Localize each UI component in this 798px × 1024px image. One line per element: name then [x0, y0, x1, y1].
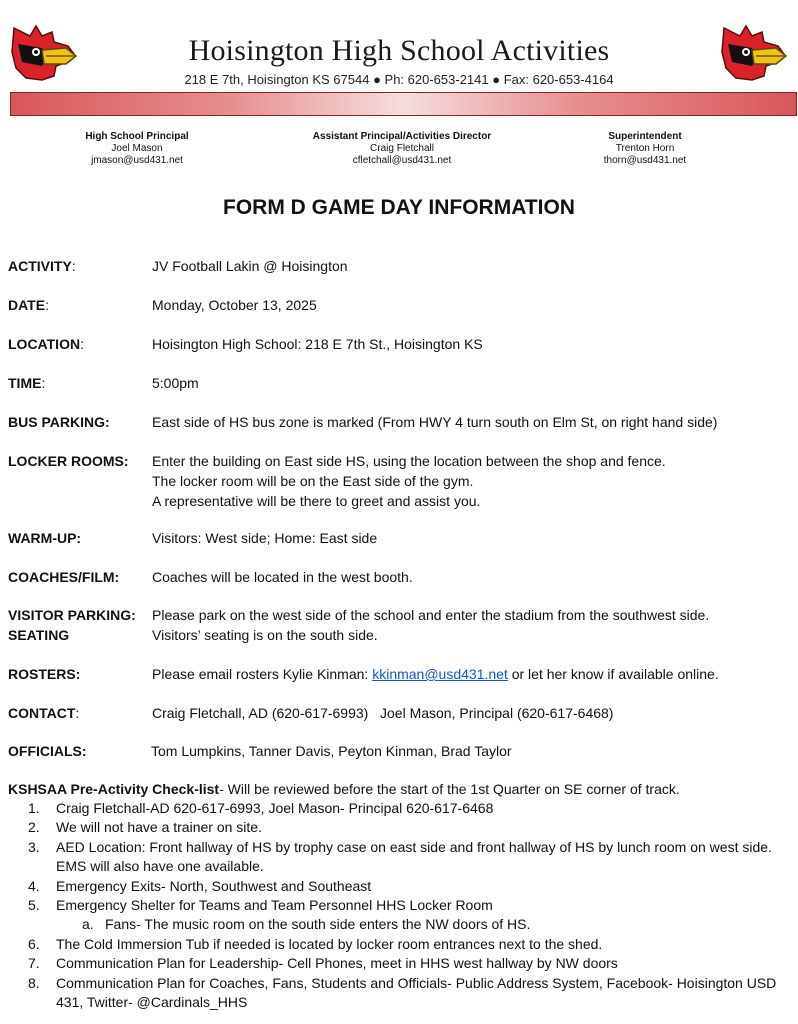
staff-email: jmason@usd431.net	[91, 155, 183, 166]
checklist-heading	[8, 779, 793, 799]
field-value: Craig Fletchall, AD (620-617-6993) Joel Mason, Principal (620-617-6468)	[152, 705, 614, 721]
staff-email: thorn@usd431.net	[603, 155, 687, 166]
field-label: BUS PARKING:	[8, 414, 110, 430]
field-label: WARM-UP:	[8, 530, 82, 546]
checklist	[8, 799, 793, 1012]
school-address: 218 E 7th, Hoisington KS 67544 ● Ph: 620-653-2141 ● Fax: 620-653-4164	[184, 72, 614, 87]
header-banner	[10, 92, 797, 116]
field-value-line: A representative will be there to greet and assist you.	[152, 493, 481, 509]
list-item: 8. Communication Plan for Coaches, Fans, Students and Officials- Public Address System, Facebook- Hoisington USD 431, Twitter- @Cardinals_HHS	[28, 974, 777, 1011]
school-title: Hoisington High School Activities	[188, 34, 610, 67]
rosters-email-link[interactable]: kkinman@usd431.net	[372, 666, 508, 682]
staff-superintendent	[565, 131, 725, 167]
field-label: OFFICIALS:	[8, 743, 87, 759]
field-label: LOCKER ROOMS:	[8, 453, 129, 469]
field-value: Monday, October 13, 2025	[152, 297, 317, 313]
staff-role: High School Principal	[85, 131, 189, 142]
field-value: Coaches will be located in the west booth.	[152, 569, 413, 585]
list-item: 3. AED Location: Front hallway of HS by trophy case on east side and front hallway of HS by lunch room on west side. EMS will also have one available.	[28, 838, 772, 875]
form-title: FORM D GAME DAY INFORMATION	[223, 196, 575, 219]
field-label: TIME	[8, 375, 42, 391]
rosters-text-suffix: or let her know if available online.	[507, 666, 719, 682]
field-value-line: Please park on the west side of the school and enter the stadium from the southwest side.	[152, 607, 710, 623]
field-label-seating: SEATING	[8, 627, 70, 643]
field-label: DATE	[8, 297, 46, 313]
list-item: 4. Emergency Exits- North, Southwest and Southeast	[28, 877, 372, 894]
field-value-line: The locker room will be on the East side of the gym.	[152, 473, 474, 489]
field-value: East side of HS bus zone is marked (From HWY 4 turn south on Elm St, on right hand side)	[152, 414, 718, 430]
field-label: ROSTERS:	[8, 666, 81, 682]
field-value: Tom Lumpkins, Tanner Davis, Peyton Kinman, Brad Taylor	[151, 743, 512, 759]
list-item: 1. Craig Fletchall-AD 620-617-6993, Joel Mason- Principal 620-617-6468	[28, 800, 494, 816]
staff-name: Craig Fletchall	[370, 143, 434, 154]
field-label: COACHES/FILM:	[8, 569, 120, 585]
field-label: CONTACT	[8, 705, 76, 721]
staff-name: Trenton Horn	[615, 143, 675, 154]
field-value: Hoisington High School: 218 E 7th St., Hoisington KS	[152, 336, 483, 352]
staff-email: cfletchall@usd431.net	[352, 155, 452, 166]
list-item: 7. Communication Plan for Leadership- Cell Phones, meet in HHS west hallway by NW doors	[28, 955, 618, 972]
field-label: LOCATION	[8, 336, 81, 352]
field-value-line: Visitors’ seating is on the south side.	[152, 627, 378, 643]
field-label: ACTIVITY	[8, 258, 72, 274]
field-label: VISITOR PARKING:	[8, 607, 136, 623]
checklist-title: KSHSAA Pre-Activity Check-list	[8, 781, 220, 797]
field-value: Visitors: West side; Home: East side	[152, 530, 378, 546]
list-subitem: a. Fans- The music room on the south side enters the NW doors of HS.	[82, 916, 531, 933]
list-item: 2. We will not have a trainer on site.	[28, 819, 262, 836]
checklist-subtitle: - Will be reviewed before the start of the 1st Quarter on SE corner of track.	[219, 781, 680, 797]
list-item: 6. The Cold Immersion Tub if needed is located by locker room entrances next to the shed.	[28, 935, 603, 952]
list-item: 5. Emergency Shelter for Teams and Team Personnel HHS Locker Room	[28, 897, 493, 914]
rosters-text: Please email rosters Kylie Kinman:	[152, 666, 373, 682]
staff-role: Superintendent	[608, 131, 682, 142]
staff-role: Assistant Principal/Activities Director	[312, 131, 492, 142]
field-value: JV Football Lakin @ Hoisington	[152, 258, 348, 274]
field-value: 5:00pm	[152, 375, 199, 391]
field-value-line: Enter the building on East side HS, using the location between the shop and fence.	[152, 453, 666, 469]
staff-name: Joel Mason	[111, 143, 163, 154]
staff-activities-director	[282, 131, 522, 167]
staff-principal	[47, 131, 227, 167]
